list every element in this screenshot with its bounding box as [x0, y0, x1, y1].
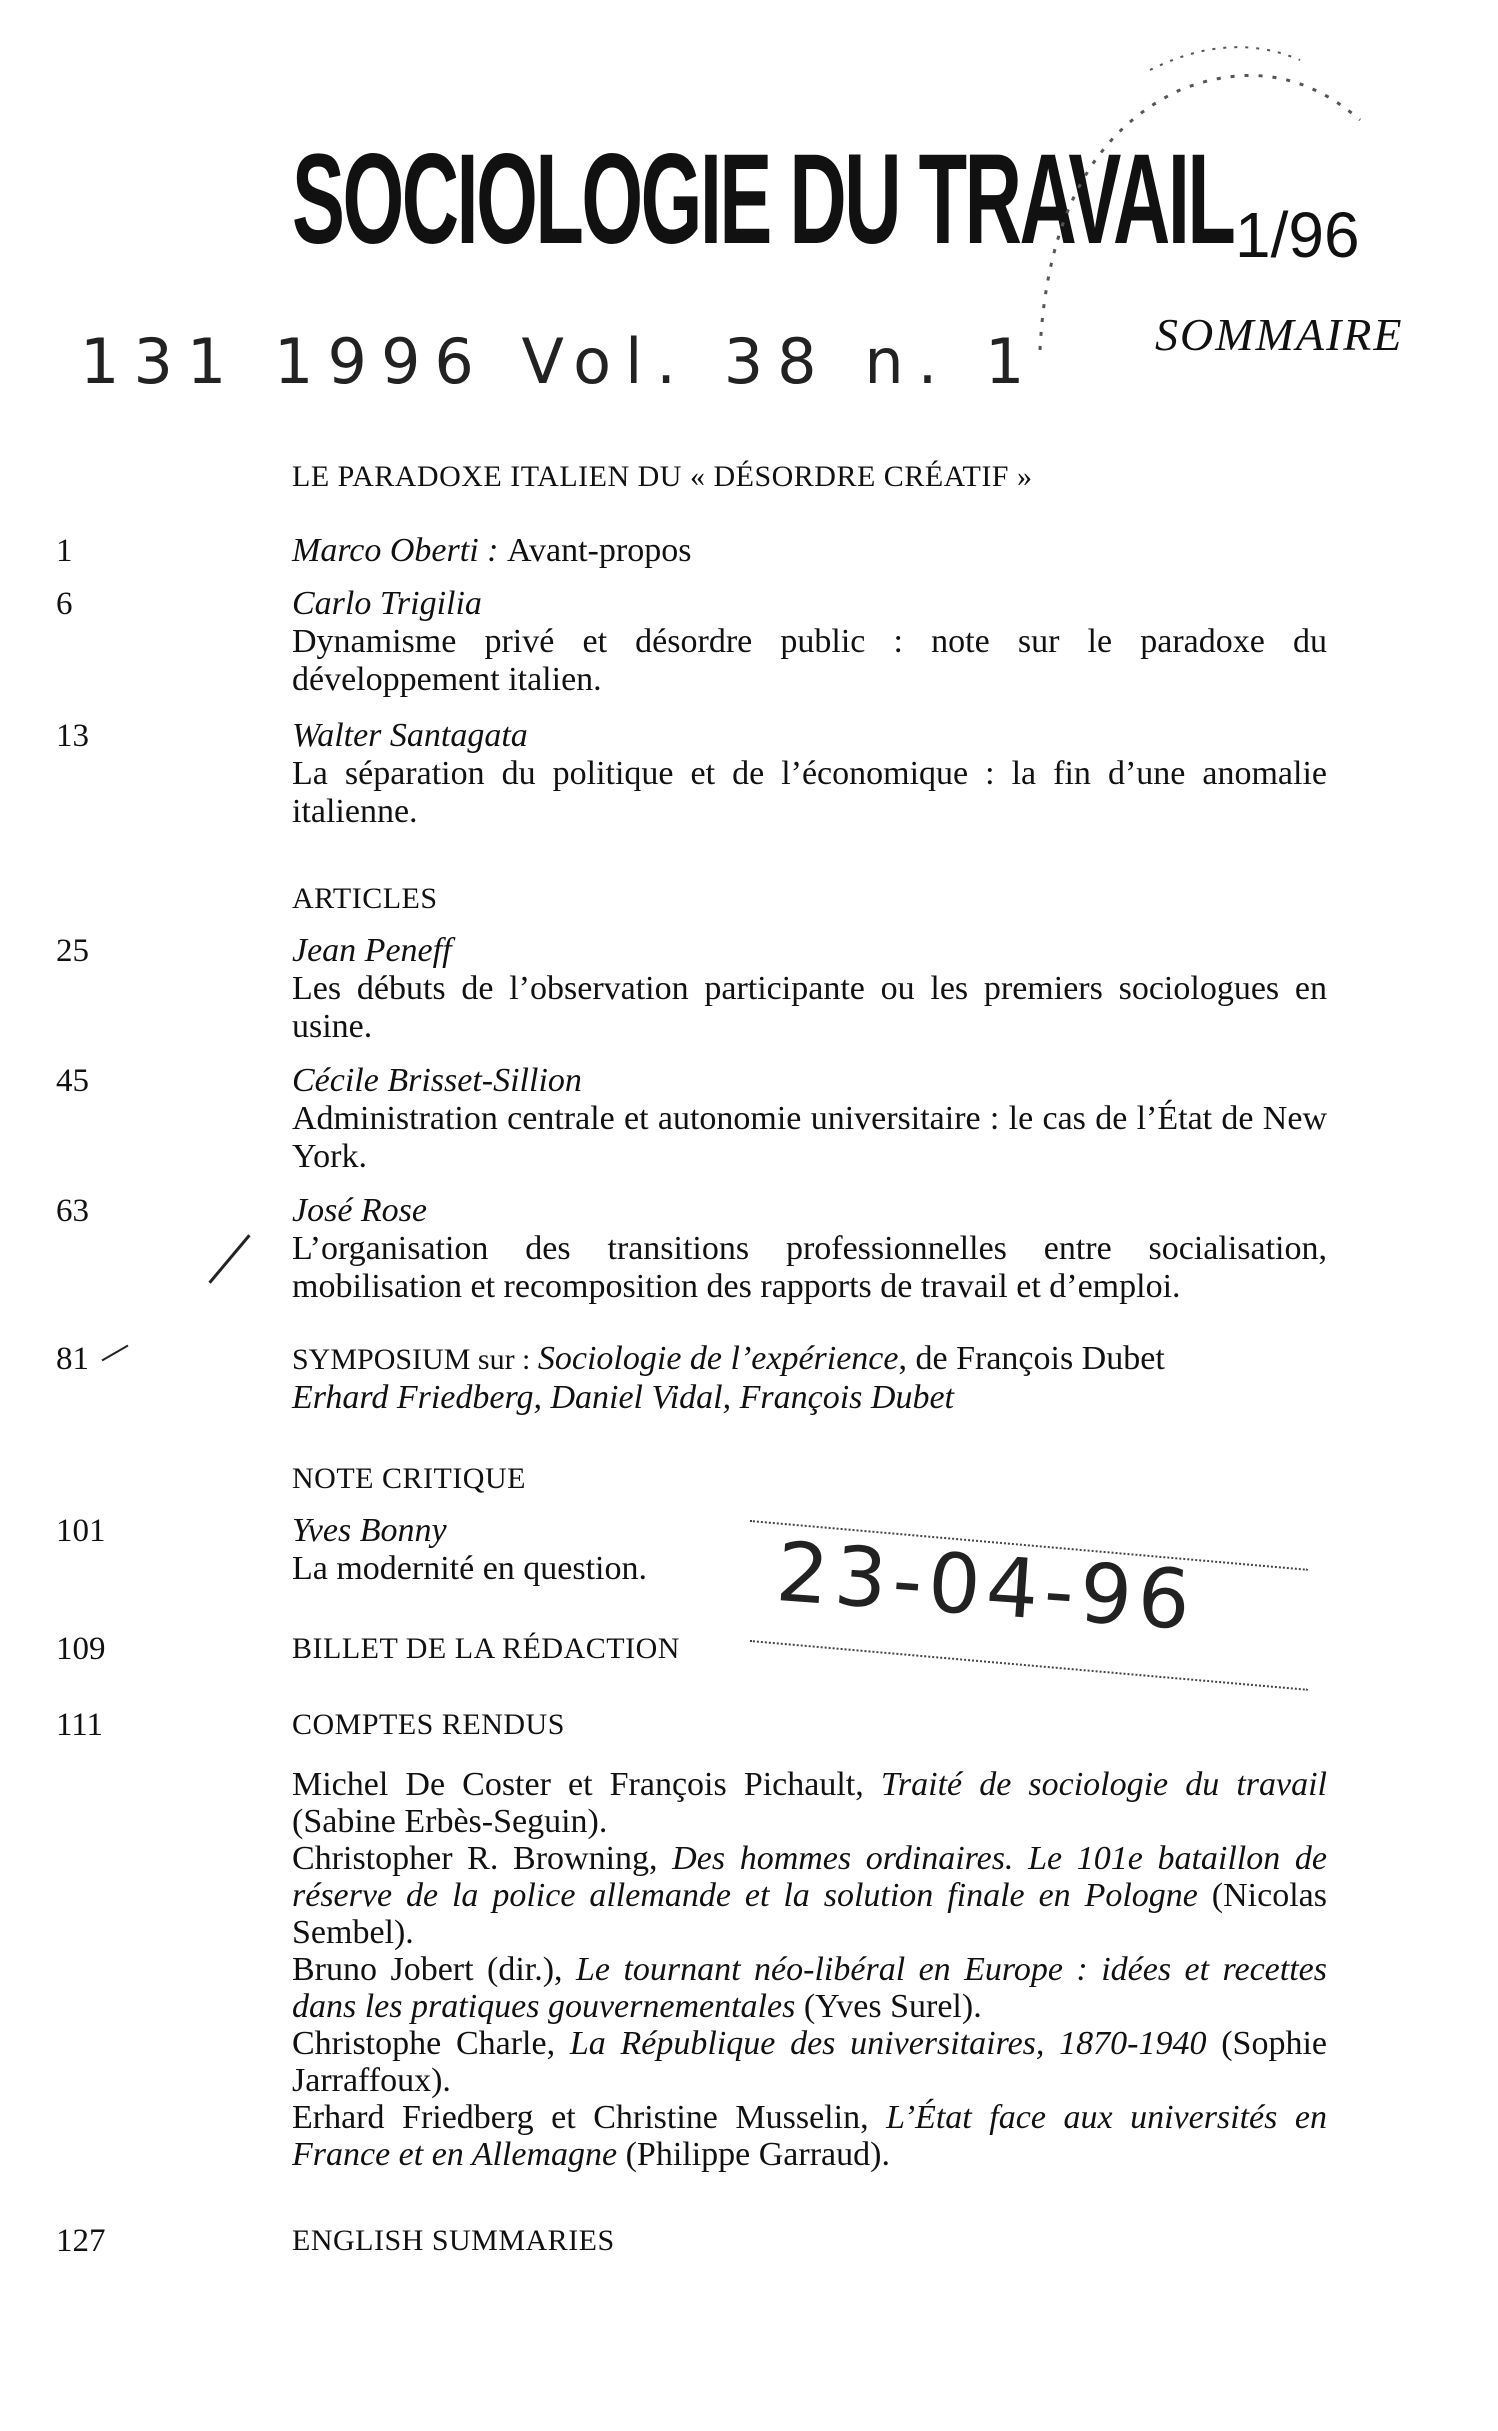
entry-author: Cécile Brisset-Sillion: [292, 1062, 582, 1099]
review-item: Michel De Coster et François Pichault, Traité de sociologie du travail (Sabine Erbès-Seguin).: [292, 1766, 1327, 1840]
page-number: 45: [56, 1063, 89, 1099]
entry-author: Walter Santagata: [292, 717, 528, 754]
issue-number: 1/96: [1235, 199, 1360, 271]
entry-title: Dynamisme privé et désordre public : note sur le paradoxe du développement italien.: [292, 623, 1327, 698]
faint-stamp-arc: [900, 30, 1460, 410]
page-number: 25: [56, 933, 89, 969]
symposium-work: Sociologie de l’expérience: [537, 1340, 899, 1377]
review-item: Erhard Friedberg et Christine Musselin, L’État face aux universités en France et en Allemagne (Philippe Garraud).: [292, 2099, 1328, 2173]
stamp-dotted-line: [750, 1640, 1308, 1693]
review-item: Christopher R. Browning, Des hommes ordinaires. Le 101e bataillon de réserve de la police allemande et la solution finale en Pologne (Nicolas Sembel).: [292, 1840, 1327, 1951]
page-number: 1: [56, 533, 73, 569]
english-summaries-heading: ENGLISH SUMMARIES: [292, 2224, 615, 2257]
review-item: Bruno Jobert (dir.), Le tournant néo-libéral en Europe : idées et recettes dans les pratiques gouvernementales (Yves Surel).: [292, 1951, 1327, 2025]
entry-author: José Rose: [292, 1192, 428, 1229]
billet-heading: BILLET DE LA RÉDACTION: [292, 1632, 680, 1665]
page-number: 127: [56, 2223, 106, 2259]
journal-title: SOCIOLOGIE DU TRAVAIL: [292, 128, 1234, 271]
entry-author: Jean Peneff: [292, 932, 452, 969]
page-number: 111: [56, 1707, 104, 1743]
entry-author: Carlo Trigilia: [292, 585, 482, 622]
entry-title: L’organisation des transitions professionnelles entre socialisation, mobilisation et recomposition des rapports de travail et d’emploi.: [292, 1230, 1327, 1305]
articles-heading: ARTICLES: [292, 882, 438, 915]
note-critique-heading: NOTE CRITIQUE: [292, 1462, 526, 1495]
sommaire-label: SOMMAIRE: [1155, 309, 1404, 360]
page-number: 13: [56, 718, 89, 754]
page-number: 101: [56, 1513, 106, 1549]
entry-title: La modernité en question.: [292, 1550, 648, 1587]
symposium-label: SYMPOSIUM sur :: [292, 1343, 538, 1376]
entry-author: Marco Oberti: [292, 532, 479, 569]
page-number: 81: [56, 1341, 89, 1377]
dossier-heading: LE PARADOXE ITALIEN DU « DÉSORDRE CRÉATIF »: [292, 460, 1033, 493]
review-item: Christophe Charle, La République des universitaires, 1870-1940 (Sophie Jarraffoux).: [292, 2025, 1327, 2099]
entry-title: Administration centrale et autonomie universitaire : le cas de l’État de New York.: [292, 1100, 1327, 1175]
handwritten-reference: 131 1996 Vol. 38 n. 1: [80, 325, 1039, 398]
symposium-by: , de François Dubet: [898, 1340, 1165, 1377]
comptes-rendus-heading: COMPTES RENDUS: [292, 1708, 565, 1741]
page-number: 63: [56, 1193, 89, 1229]
pencil-tick-mark: [208, 1234, 250, 1283]
page-number: 6: [56, 586, 73, 622]
date-stamp: 23-04-96: [773, 1525, 1200, 1650]
entry-author: Yves Bonny: [292, 1512, 447, 1549]
entry-title: Avant-propos: [506, 532, 692, 569]
page-number: 109: [56, 1631, 106, 1667]
reviews-list: [292, 1766, 1327, 2173]
entry-title: La séparation du politique et de l’économique : la fin d’une anomalie italienne.: [292, 755, 1327, 830]
entry-title: Les débuts de l’observation participante ou les premiers sociologues en usine.: [292, 970, 1327, 1045]
entry-separator: :: [478, 532, 507, 569]
symposium-authors: Erhard Friedberg, Daniel Vidal, François Dubet: [292, 1379, 954, 1416]
